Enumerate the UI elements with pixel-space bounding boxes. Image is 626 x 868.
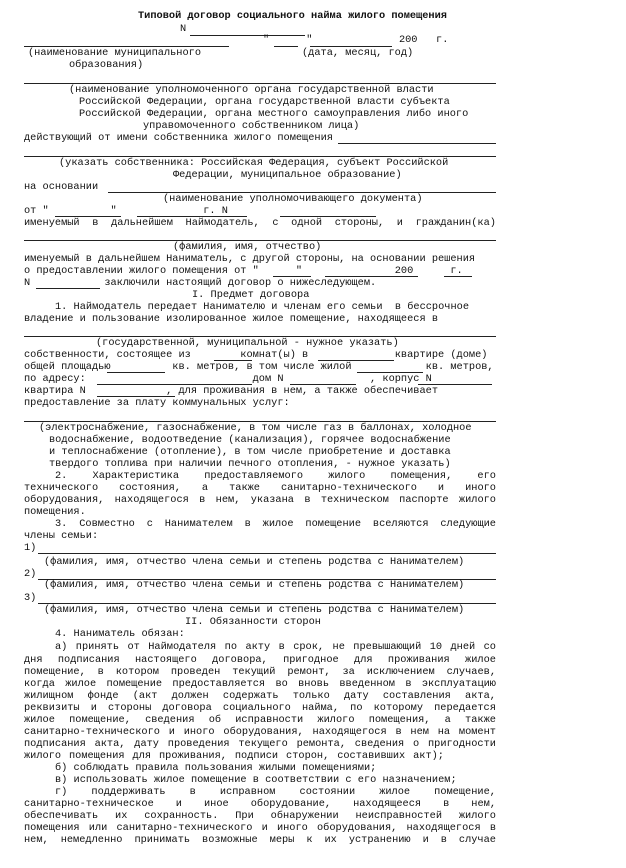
date-day-field[interactable] (274, 46, 298, 47)
hereinafter-tenant-line: именуемый в дальнейшем Наниматель, с другой стороны, на основании решения (24, 253, 476, 265)
utilities-caption-4: твердого топлива при наличии печного отопления, - нужное указать) (49, 458, 451, 470)
family-2-caption: (фамилия, имя, отчество члена семьи и степень родства с Нанимателем) (44, 579, 465, 591)
section-2-title: II. Обязанности сторон (185, 616, 321, 628)
p4a-line-9: подписания акта, дату проведения текущего ремонта, сведения о пригодности (24, 738, 496, 750)
basis-caption: (наименование уполномочивающего документа) (163, 193, 423, 205)
p3-line-1: 3. Совместно с Нанимателем в жилое помещение вселяются следующие (55, 518, 496, 530)
document-title: Типовой договор социального найма жилого помещения (138, 10, 447, 22)
apartment-number-field[interactable] (97, 396, 175, 397)
p3-line-2: члены семьи: (24, 530, 99, 542)
p4c-line: в) использовать жилое помещение в соответствии с его назначением; (55, 774, 457, 786)
decision-line: о предоставлении жилого помещения от " " 200 г. (24, 265, 463, 277)
decision-year-field[interactable] (444, 276, 472, 277)
utilities-caption-2: водоснабжение, водоотведение (канализация), горячее водоснабжение (49, 434, 451, 446)
address-field[interactable] (97, 384, 252, 385)
property-line-5: предоставление за плату коммунальных услуг: (24, 397, 290, 409)
family-1-caption: (фамилия, имя, отчество члена семьи и степень родства с Нанимателем) (44, 556, 465, 568)
hereinafter-landlord-line: именуемый в дальнейшем Наймодатель, с одной стороны, и гражданин(ка) (24, 217, 496, 229)
p1-line-2: владение и пользование изолированное жилое помещение, находящееся в (24, 313, 439, 325)
family-3-number: 3) (24, 592, 37, 604)
family-3-caption: (фамилия, имя, отчество члена семьи и степень родства с Нанимателем) (44, 604, 465, 616)
property-line-3: по адресу: дом N , корпус N (24, 373, 432, 385)
property-line-2: общей площадью кв. метров, в том числе жилой кв. метров, (24, 361, 494, 373)
living-area-field[interactable] (357, 372, 423, 373)
from-line: от " " г. N (24, 205, 228, 217)
ownership-caption: (государственной, муниципальной - нужное указать) (96, 337, 399, 349)
p2-line-3: оборудования, находящегося в нем, указана в техническом паспорте жилого (24, 494, 496, 506)
contract-number-label: N (180, 23, 187, 35)
house-number-field[interactable] (290, 384, 356, 385)
family-1-number: 1) (24, 542, 37, 554)
authority-caption-2: Российской Федерации, органа государственной власти субъекта (79, 96, 450, 108)
rooms-field[interactable] (214, 360, 252, 361)
contract-date-line: " " 200 г. (263, 34, 449, 46)
p4d-line-3: обеспечивать их сохранность. При обнаружении неисправностей жилого (24, 810, 496, 822)
basis-label: на основании (24, 181, 99, 193)
concluded-line: N заключили настоящий договор о нижеследующем. (24, 277, 377, 289)
p4a-line-6: реквизиты и стороны договора социального найма, по которому передается (24, 702, 496, 714)
total-area-field[interactable] (107, 372, 165, 373)
p4d-line-1: г) поддерживать в исправном состоянии жилое помещение, (55, 786, 496, 798)
utilities-caption-3: и теплоснабжение (отопление), в том числе приобретение и доставка (49, 446, 451, 458)
authority-caption-1: (наименование уполномоченного органа государственной власти (69, 84, 434, 96)
utilities-caption-1: (электроснабжение, газоснабжение, в том числе газ в баллонах, холодное (39, 422, 472, 434)
apartment-type-field[interactable] (318, 360, 394, 361)
authority-caption-3: Российской Федерации, органа местного самоуправления либо иного (79, 108, 469, 120)
p4d-line-2: санитарно-техническое и иное оборудование, находящееся в нем, (24, 798, 496, 810)
family-1-field[interactable] (38, 553, 496, 554)
p2-line-1: 2. Характеристика предоставляемого жилого помещения, его (55, 470, 496, 482)
tenant-name-caption: (фамилия, имя, отчество) (173, 241, 322, 253)
family-2-number: 2) (24, 568, 37, 580)
p4a-line-7: жилое помещение, сведения об исправности жилого помещения, а также (24, 714, 496, 726)
p4a-line-4: когда жилое помещение предоставляется во вновь введенном в эксплуатацию (24, 678, 496, 690)
acting-field[interactable] (338, 143, 496, 144)
p4a-line-2: дня подписания настоящего договора, пригодное для проживания жилое (24, 654, 496, 666)
p2-line-4: помещения. (24, 506, 86, 518)
p4a-line-1: а) принять от Наймодателя по акту в срок, не превышающий 10 дней со (55, 641, 496, 653)
building-number-field[interactable] (418, 384, 492, 385)
p2-line-2: технического состояния, а также санитарно-технического и иного (24, 482, 496, 494)
p4-title: 4. Наниматель обязан: (55, 628, 185, 640)
p4b-line: б) соблюдать правила пользования жилыми помещениями; (55, 762, 377, 774)
p4a-line-10: жилого помещения для проживания, подписи сторон, составивших акт); (24, 750, 444, 762)
p4d-line-4: помещения или санитарно-технического и иного оборудования, находящегося в (24, 822, 496, 834)
p1-line-1: 1. Наймодатель передает Нанимателю и членам его семьи в бессрочное (55, 301, 470, 313)
owner-caption-1: (указать собственника: Российская Федерация, субъект Российской (59, 157, 449, 169)
authority-caption-4: управомоченного собственником лица) (143, 120, 360, 132)
p4a-line-3: помещение, в котором проведен текущий ремонт, за исключением случаев, (24, 666, 496, 678)
section-1-title: I. Предмет договора (192, 289, 310, 301)
property-line-4: квартира N , для проживания в нем, а также обеспечивает (24, 385, 439, 397)
property-line-1: собственности, состоящее из комнат(ы) в квартире (доме) (24, 349, 488, 361)
p4a-line-8: санитарно-технического и иного оборудования, находящегося в нем на момент (24, 726, 496, 738)
place-caption-2: образования) (69, 59, 144, 71)
p4a-line-5: жилищном фонде (акт должен содержать только дату составления акта, (24, 690, 496, 702)
owner-caption-2: Федерации, муниципальное образование) (173, 169, 402, 181)
decision-number-field[interactable] (36, 288, 100, 289)
p4d-line-5: нем, немедленно принимать возможные меры к их устранению и в случае (24, 834, 496, 846)
acting-text: действующий от имени собственника жилого помещения (24, 132, 333, 144)
place-caption: (наименование муниципального (28, 47, 202, 59)
date-caption: (дата, месяц, год) (302, 47, 414, 59)
